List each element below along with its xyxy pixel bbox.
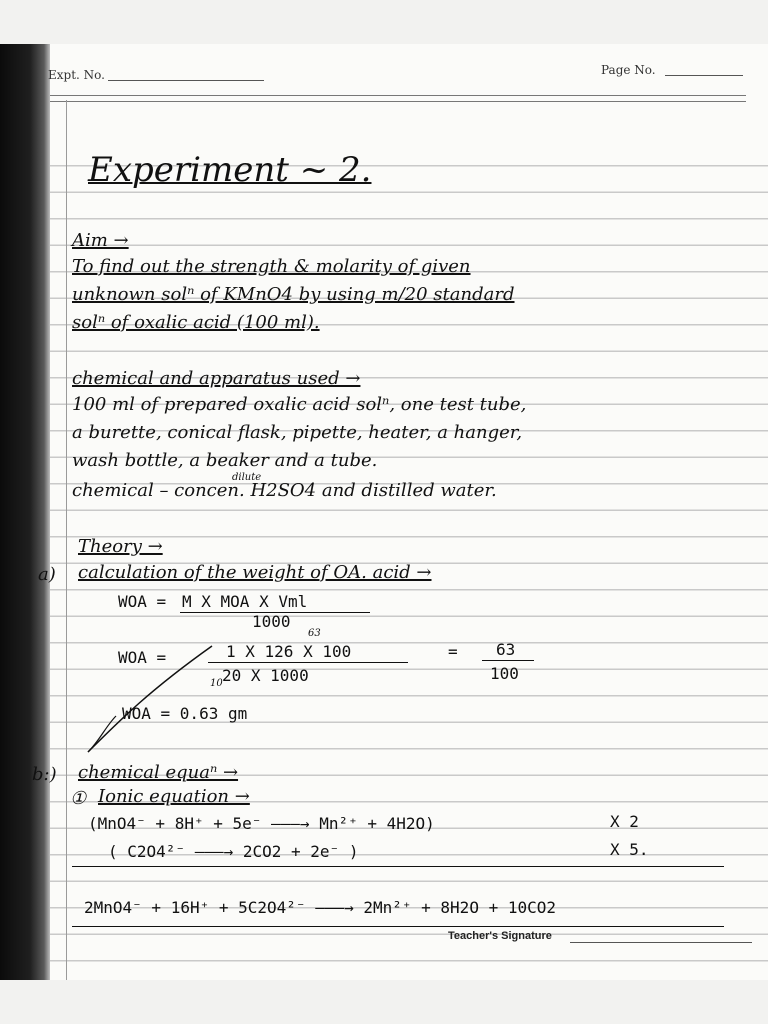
multiplier-2: X 5.	[610, 840, 649, 859]
weight-result: WOA = 0.63 gm	[122, 704, 248, 723]
multiplier-1: X 2	[610, 812, 639, 831]
teacher-signature-label: Teacher's Signature	[448, 930, 552, 942]
notebook-spine	[0, 44, 50, 980]
teacher-signature-field	[570, 942, 752, 943]
ionic-marker: ①	[70, 788, 87, 809]
net-underline	[72, 926, 724, 927]
calc-note: 63	[308, 628, 321, 639]
fraction-bar	[208, 662, 408, 663]
formula-lhs: WOA =	[118, 592, 167, 611]
header-rule	[50, 95, 746, 96]
calc-denominator: 20 X 1000	[222, 666, 309, 685]
apparatus-line: 100 ml of prepared oxalic acid solⁿ, one test tube,	[72, 394, 527, 415]
apparatus-line: a burette, conical flask, pipette, heater, a hanger,	[72, 422, 523, 443]
margin-line	[66, 100, 67, 980]
fraction-bar	[482, 660, 534, 661]
formula-denominator: 1000	[252, 612, 291, 631]
aim-line: unknown solⁿ of KMnO4 by using m/20 standard	[72, 284, 515, 305]
result-numerator: 63	[496, 640, 516, 659]
header-rule	[50, 101, 746, 102]
apparatus-line: wash bottle, a beaker and a tube.	[72, 450, 378, 471]
expt-no-field	[108, 80, 264, 81]
calc-lhs: WOA =	[118, 648, 167, 667]
aim-heading: Aim →	[72, 230, 129, 251]
half-reaction-2: ( C2O4²⁻ ———→ 2CO2 + 2e⁻ )	[108, 842, 359, 861]
page-header	[50, 44, 768, 136]
page-title: Experiment ~ 2.	[88, 150, 372, 190]
expt-no-label: Expt. No.	[48, 68, 105, 82]
sum-rule	[72, 866, 724, 867]
correction-note: dilute	[232, 472, 262, 483]
section-marker: b:)	[32, 764, 57, 785]
ionic-heading: Ionic equation →	[98, 786, 250, 807]
section-marker: a)	[38, 564, 56, 585]
aim-line: solⁿ of oxalic acid (100 ml).	[72, 312, 320, 333]
apparatus-line: chemical – concen. H2SO4 and distilled water.	[72, 480, 497, 501]
check-mark	[80, 640, 220, 760]
apparatus-heading: chemical and apparatus used →	[72, 368, 361, 389]
chem-eq-heading: chemical equaⁿ →	[78, 762, 239, 783]
page-no-field	[665, 75, 743, 76]
formula-numerator: M X MOA X Vml	[182, 592, 308, 611]
calc-numerator: 1 X 126 X 100	[226, 642, 352, 661]
equals-sign: =	[448, 642, 458, 661]
calc-heading: calculation of the weight of OA. acid →	[78, 562, 432, 583]
theory-heading: Theory →	[78, 536, 163, 557]
aim-line: To find out the strength & molarity of given	[72, 256, 471, 277]
calc-note: 10	[210, 678, 223, 689]
page-no-label: Page No.	[601, 63, 656, 77]
half-reaction-1: (MnO4⁻ + 8H⁺ + 5e⁻ ———→ Mn²⁺ + 4H2O)	[88, 814, 435, 833]
net-equation: 2MnO4⁻ + 16H⁺ + 5C2O4²⁻ ———→ 2Mn²⁺ + 8H2O + 10CO2	[84, 898, 557, 917]
result-denominator: 100	[490, 664, 519, 683]
